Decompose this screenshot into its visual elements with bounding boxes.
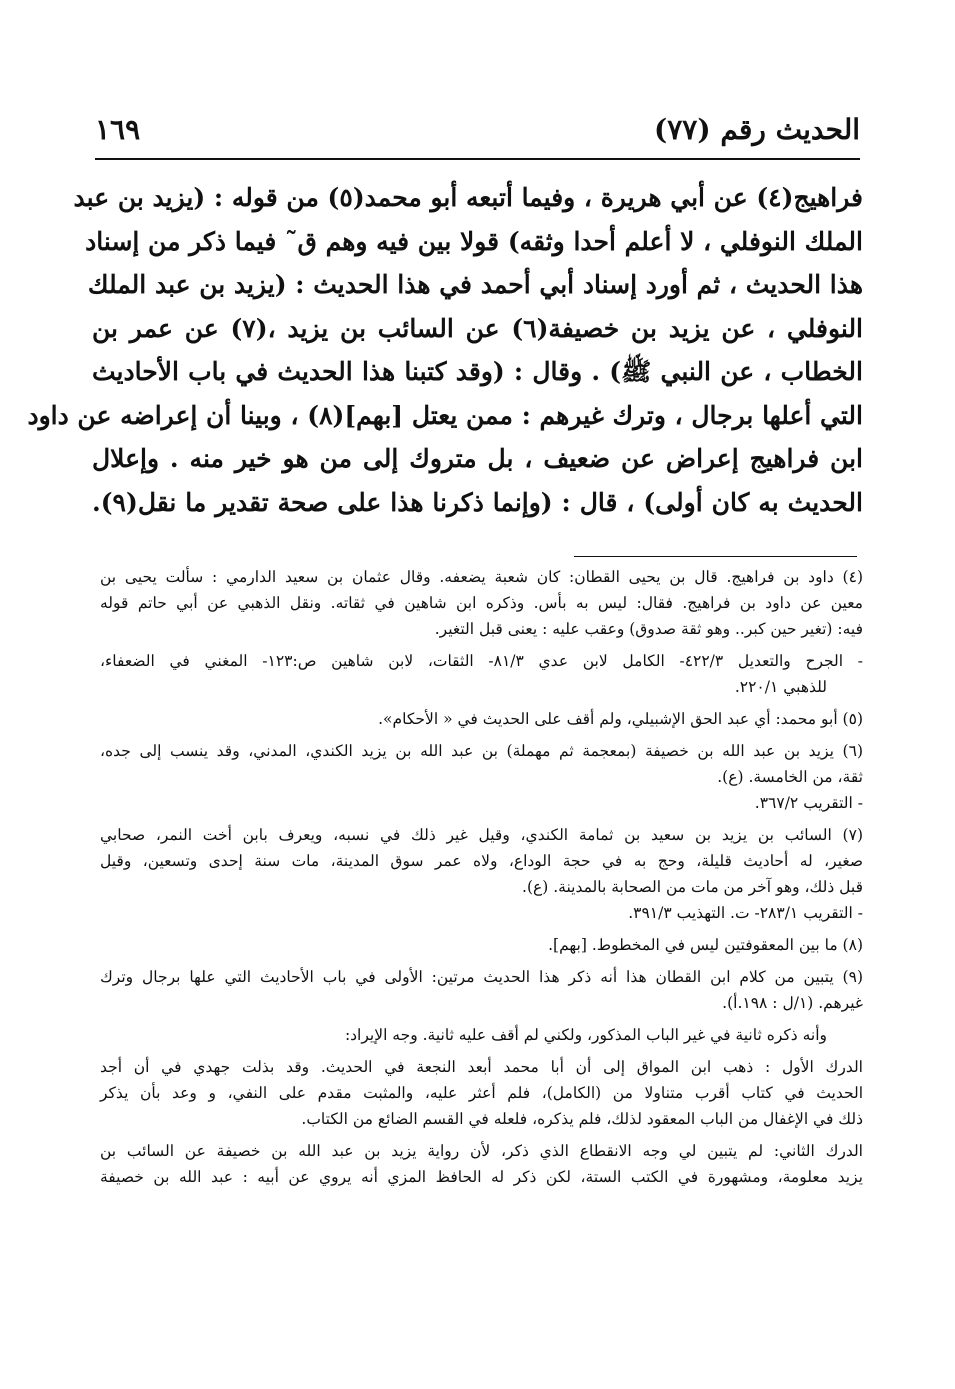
footnote-line: (٥) أبو محمد: أي عبد الحق الإشبيلي، ولم أقف على الحديث في « الأحكام». [378,710,863,728]
footnote-line: (٧) السائب بن يزيد بن سعيد بن ثمامة الكندي، وقيل غير ذلك في نسبه، ويعرف بابن أخت النمر، صحابي [100,826,863,844]
footnote-line: صغير، له أحاديث قليلة، وحج به في حجة الوداع، ولاه عمر سوق المدينة، مات سنة إحدى وتسعين، وقيل [100,852,863,870]
header-rule [95,158,860,160]
footnote-line: (٨) ما بين المعقوفتين ليس في المخطوط. [بهم]. [548,936,863,954]
main-text-line: الخطاب ، عن النبي ﷺ) . وقال : (وقد كتبنا هذا الحديث في باب الأحاديث [92,357,863,386]
main-text-line: النوفلي ، عن يزيد بن خصيفة(٦) عن السائب بن يزيد ،(٧) عن عمر بن [92,313,864,343]
main-text-line: ابن فراهيج إعراض عن ضعيف ، بل متروك إلى من هو خير منه . وإعلال [92,444,863,473]
footnote-line: الدرك الأول : ذهب ابن المواق إلى أن أبا محمد أبعد النجعة في الحديث. وقد بذلت جهدي في أن أجد [100,1058,863,1076]
footnote-line: (٩) يتبين من كلام ابن القطان هذا أنه ذكر هذا الحديث مرتين: الأولى في باب الأحاديث التي علها برجال وترك [100,968,863,986]
footnote-line: - التقريب ٢٨٣/١- ت. التهذيب ٣٩١/٣. [628,904,863,922]
footnote-line: الدرك الثاني: لم يتبين لي وجه الانقطاع الذي ذكر، لأن رواية يزيد بن عبد الله بن خصيفة عن السائب بن [100,1142,863,1160]
footnotes [100,564,863,1190]
footnote-separator [574,556,857,557]
footnote-line: معين عن داود بن فراهيج. فقال: ليس به بأس. وذكره ابن شاهين في ثقاته. ونقل الذهبي عن أبي حاتم قوله [100,594,863,612]
footnote-line: ذلك في الإغفال من الباب المعقود لذلك، فلم يذكره، فلعله في القسم الضائع من الكتاب. [301,1110,863,1128]
main-text [27,176,864,524]
page-number: ١٦٩ [95,113,141,146]
footnote-line: الحديث في كتاب أقرب متناولا من (الكامل)، فلم أعثر عليه، والمثبت مقدم على النفي، و وعد بأن يذكر [100,1084,863,1102]
footnote-line: للذهبي ٢٢٠/١. [734,678,827,696]
footnote-line: فيه: (تغير حين كبر.. وهو ثقة صدوق) وعقب عليه : يعنى قبل التغير. [434,620,863,638]
footnote-line: (٤) داود بن فراهيج. قال بن يحيى القطان: كان شعبة يضعفه. وقال عثمان بن سعيد الدارمي : سألت يحيى بن [100,568,863,586]
footnote-line: يزيد معلومة، ومشهورة في الكتب الستة، لكن ذكر له الحافظ المزي أنه يروي عن أبيه : عبد الله بن خصيفة [100,1168,863,1186]
footnote-line: غيرهم. (١/ل : ١٩٨.أ). [722,994,863,1012]
main-text-line: الحديث به كان أولى) ، قال : (وإنما ذكرنا هذا على صحة تقدير ما نقل(٩). [92,487,863,517]
footnote-line: - الجرح والتعديل ٤٢٢/٣- الكامل لابن عدي ٨١/٣- الثقات، لابن شاهين ص:١٢٣- المغني في الضعفاء، [100,652,863,670]
footnote-line: قبل ذلك، وهو آخر من مات من الصحابة بالمدينة. (ع). [522,878,863,896]
running-title: الحديث رقم (٧٧) [654,113,860,146]
main-text-line: هذا الحديث ، ثم أورد إسناد أبي أحمد في هذا الحديث : (يزيد بن عبد الملك [87,270,863,299]
footnote-line: وأنه ذكره ثانية في غير الباب المذكور، ولكني لم أقف عليه ثانية. وجه الإيراد: [344,1026,827,1044]
footnote-line: (٦) يزيد بن عبد الله بن خصيفة (بمعجمة ثم مهملة) بن عبد الله بن يزيد الكندي، المدني، وقد ينسب إلى جده، [100,742,863,760]
main-text-line: التي أعلها برجال ، وترك غيرهم : ممن يعتل [بهم](٨) ، وبينا أن إعراضه عن داود [27,400,863,430]
main-text-line: فراهيج(٤) عن أبي هريرة ، وفيما أتبعه أبو محمد(٥) من قوله : (يزيد بن عبد [73,183,863,212]
main-text-line: الملك النوفلي ، لا أعلم أحدا وثقه) قولا بين فيه وهم ق˜ فيما ذكر من إسناد [85,226,863,256]
footnote-line: - التقريب ٣٦٧/٢. [754,794,863,812]
page-header [95,110,860,154]
footnote-line: ثقة، من الخامسة. (ع). [717,768,863,786]
